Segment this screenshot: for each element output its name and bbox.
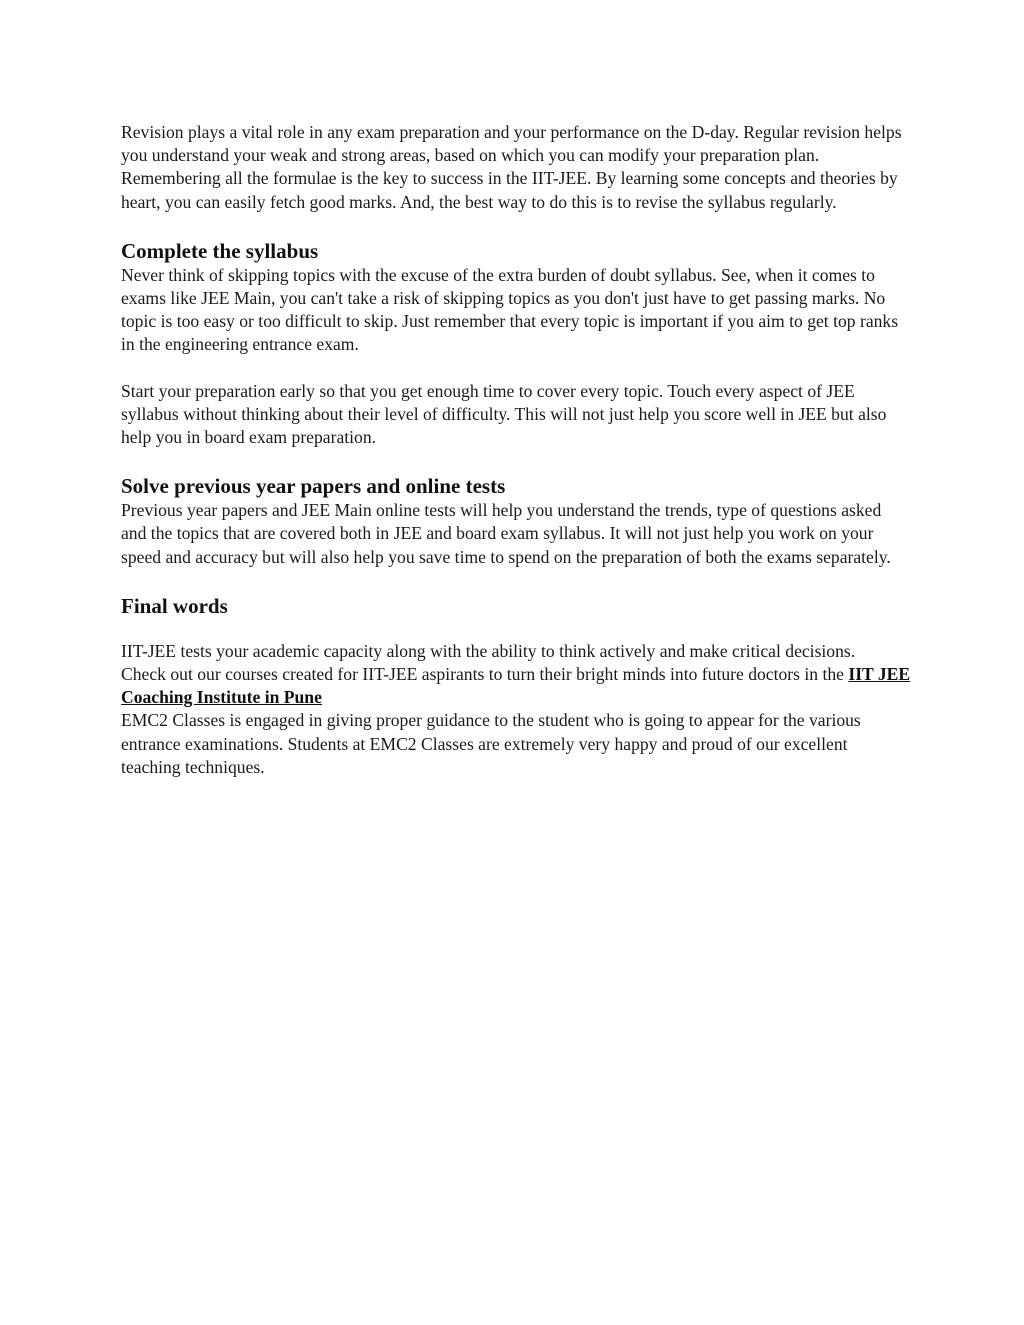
heading-previous-papers: Solve previous year papers and online tests xyxy=(121,474,506,499)
syllabus-paragraph-1: Never think of skipping topics with the excuse of the extra burden of doubt syllabus. See, when it comes to exams like JEE Main, you can't take a risk of skipping topics as you don't just have to get passing marks. No topic is too easy or too difficult to skip. Just remember that every topic is important if you aim to get top ranks in the engineering entrance exam. xyxy=(121,264,899,355)
heading-final-words: Final words xyxy=(121,593,228,618)
final-paragraph-2-text: Check out our courses created for IIT-JEE aspirants to turn their bright minds into future doctors in the xyxy=(121,664,849,685)
final-paragraph-2 xyxy=(121,663,911,709)
heading-complete-syllabus: Complete the syllabus xyxy=(121,238,319,263)
coaching-institute-link[interactable]: IIT JEE Coaching Institute in Pune xyxy=(121,664,911,708)
final-paragraph-3: EMC2 Classes is engaged in giving proper guidance to the student who is going to appear for the various entrance examinations. Students at EMC2 Classes are extremely very happy and proud of our excellent teaching techniques. xyxy=(121,710,861,777)
document-body xyxy=(121,121,911,779)
papers-paragraph: Previous year papers and JEE Main online tests will help you understand the trends, type of questions asked and the topics that are covered both in JEE and board exam syllabus. It will not just help you work on your speed and accuracy but will also help you save time to spend on the preparation of both the exams separately. xyxy=(121,500,891,567)
syllabus-paragraph-2: Start your preparation early so that you get enough time to cover every topic. Touch every aspect of JEE syllabus without thinking about their level of difficulty. This will not just help you score well in JEE but also help you in board exam preparation. xyxy=(121,380,887,448)
intro-paragraph: Revision plays a vital role in any exam preparation and your performance on the D-day. Regular revision helps you understand your weak and strong areas, based on which you can modify your preparation plan. Remembering all the formulae is the key to success in the IIT-JEE. By learning some concepts and theories by heart, you can easily fetch good marks. And, the best way to do this is to revise the syllabus regularly. xyxy=(121,122,902,212)
final-paragraph-1: IIT-JEE tests your academic capacity along with the ability to think actively and make critical decisions. xyxy=(121,640,856,661)
